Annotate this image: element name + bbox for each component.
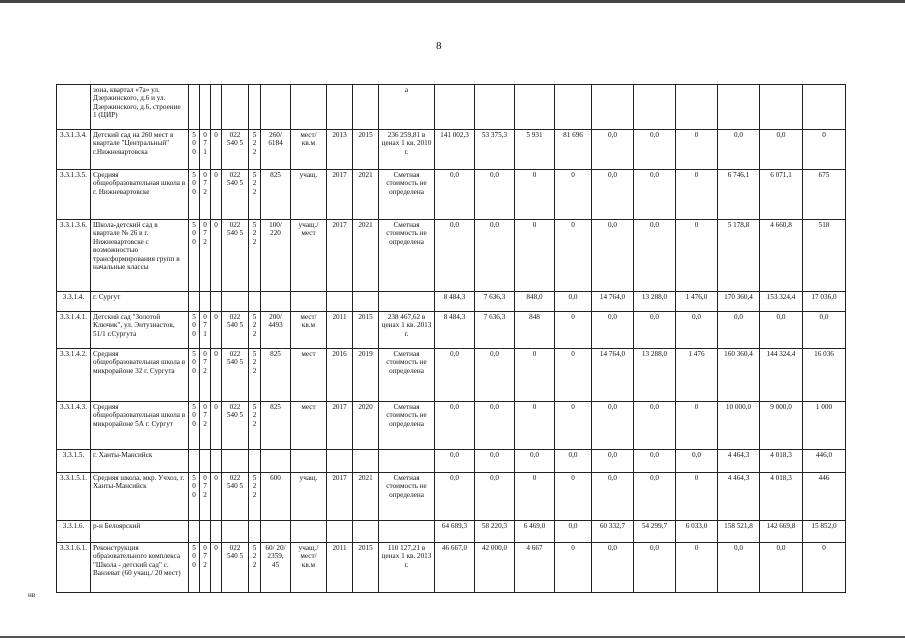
start-year-cell: 2011 (327, 312, 353, 349)
end-year-cell: 2021 (353, 220, 379, 292)
value-cell (760, 85, 803, 130)
value-cell: 0,0 (634, 473, 676, 521)
code-col-1-cell (189, 85, 200, 130)
value-cell: 13 288,0 (634, 292, 676, 312)
object-name-cell: р-н Белоярский (91, 521, 189, 543)
object-name-cell: Реконструкция образовательного комплекса "Школа - детский сад" с. Ванзеват (60 учащ./ 20 мест) (91, 543, 189, 593)
value-cell: 7 636,3 (475, 312, 515, 349)
code-col-5-cell: 5 2 2 (249, 349, 261, 402)
code-col-2-cell: 0 7 1 (200, 130, 211, 170)
end-year-cell: 2015 (353, 312, 379, 349)
value-cell: 675 (803, 170, 846, 220)
code-col-2-cell: 0 7 2 (200, 220, 211, 292)
object-name-cell: Детский сад на 260 мест в квартале "Центральный" г.Нижневартовска (91, 130, 189, 170)
code-col-5-cell (249, 450, 261, 473)
budget-code-cell: 022 540 5 (222, 312, 249, 349)
value-cell: 5 931 (515, 130, 555, 170)
code-col-5-cell (249, 85, 261, 130)
value-cell: 0 (555, 170, 592, 220)
value-cell: 0,0 (634, 402, 676, 450)
item-number-cell: 3.3.1.4.3. (57, 402, 91, 450)
value-cell (803, 85, 846, 130)
table-row (57, 130, 846, 170)
value-cell: 0 (803, 543, 846, 593)
table-row (57, 473, 846, 521)
start-year-cell (327, 85, 353, 130)
start-year-cell: 2013 (327, 130, 353, 170)
table-row (57, 349, 846, 402)
unit-cell (291, 521, 327, 543)
budget-code-cell (222, 292, 249, 312)
item-number-cell (57, 85, 91, 130)
estimated-cost-cell: Сметная стоимость не определена (379, 170, 435, 220)
unit-cell: мест (291, 402, 327, 450)
value-cell: 8 484,3 (435, 292, 475, 312)
footnote-mark: нв (28, 591, 36, 599)
code-col-2-cell: 0 7 2 (200, 473, 211, 521)
value-cell: 0,0 (634, 312, 676, 349)
value-cell: 0 (555, 473, 592, 521)
table-row (57, 170, 846, 220)
code-col-3-cell (211, 292, 222, 312)
value-cell: 0,0 (718, 312, 760, 349)
start-year-cell: 2011 (327, 543, 353, 593)
code-col-1-cell: 5 0 0 (189, 402, 200, 450)
value-cell: 0,0 (435, 220, 475, 292)
estimated-cost-cell (379, 450, 435, 473)
value-cell: 0,0 (803, 312, 846, 349)
value-cell: 0,0 (760, 130, 803, 170)
end-year-cell: 2020 (353, 402, 379, 450)
table-row (57, 402, 846, 450)
code-col-3-cell: 0 (211, 170, 222, 220)
code-col-2-cell: 0 7 2 (200, 349, 211, 402)
item-number-cell: 3.3.1.4.1. (57, 312, 91, 349)
end-year-cell (353, 450, 379, 473)
value-cell: 46 667,0 (435, 543, 475, 593)
value-cell: 0,0 (435, 349, 475, 402)
value-cell: 0,0 (555, 521, 592, 543)
unit-cell: учащ./ мест (291, 220, 327, 292)
start-year-cell: 2017 (327, 473, 353, 521)
code-col-2-cell: 0 7 2 (200, 170, 211, 220)
value-cell: 0,0 (475, 349, 515, 402)
unit-cell: учащ. (291, 473, 327, 521)
object-name-cell: Школа-детский сад в квартале № 26 в г. Нижневартовске с возможностью трансформирования групп в начальные классы (91, 220, 189, 292)
value-cell: 1 476 (676, 349, 718, 402)
value-cell: 54 299,7 (634, 521, 676, 543)
budget-code-cell (222, 450, 249, 473)
object-name-cell: г. Сургут (91, 292, 189, 312)
value-cell: 0,0 (676, 312, 718, 349)
value-cell (676, 85, 718, 130)
code-col-2-cell (200, 85, 211, 130)
estimated-cost-cell: 238 467,62 в ценах 1 кв. 2013 г. (379, 312, 435, 349)
value-cell: 0,0 (435, 473, 475, 521)
value-cell: 0 (676, 220, 718, 292)
value-cell: 6 071,1 (760, 170, 803, 220)
capacity-cell: 825 (261, 402, 291, 450)
value-cell (435, 85, 475, 130)
start-year-cell (327, 292, 353, 312)
value-cell: 160 360,4 (718, 349, 760, 402)
estimated-cost-cell: Сметная стоимость не определена (379, 402, 435, 450)
value-cell: 0,0 (592, 312, 634, 349)
value-cell: 0 (676, 402, 718, 450)
code-col-5-cell: 5 2 2 (249, 473, 261, 521)
start-year-cell (327, 521, 353, 543)
value-cell: 0 (676, 543, 718, 593)
budget-code-cell: 022 540 5 (222, 473, 249, 521)
value-cell: 518 (803, 220, 846, 292)
value-cell: 0,0 (592, 543, 634, 593)
code-col-1-cell: 5 0 0 (189, 349, 200, 402)
estimated-cost-cell: 236 259,81 в ценах 1 кв. 2010 г. (379, 130, 435, 170)
code-col-3-cell: 0 (211, 402, 222, 450)
value-cell: 0,0 (592, 473, 634, 521)
estimated-cost-cell: а (379, 85, 435, 130)
start-year-cell: 2016 (327, 349, 353, 402)
value-cell: 0,0 (592, 170, 634, 220)
code-col-2-cell (200, 521, 211, 543)
value-cell: 0 (555, 349, 592, 402)
value-cell: 848 (515, 312, 555, 349)
value-cell: 0 (515, 170, 555, 220)
value-cell: 4 464,3 (718, 450, 760, 473)
value-cell: 4 018,3 (760, 473, 803, 521)
value-cell: 60 332,7 (592, 521, 634, 543)
value-cell: 0 (515, 349, 555, 402)
capacity-cell: 825 (261, 349, 291, 402)
value-cell (718, 85, 760, 130)
value-cell: 153 324,4 (760, 292, 803, 312)
value-cell: 42 000,0 (475, 543, 515, 593)
code-col-1-cell: 5 0 0 (189, 170, 200, 220)
value-cell: 0,0 (634, 543, 676, 593)
budget-code-cell (222, 521, 249, 543)
capacity-cell (261, 85, 291, 130)
value-cell: 0 (515, 402, 555, 450)
budget-code-cell: 022 540 5 (222, 170, 249, 220)
code-col-2-cell: 0 7 2 (200, 402, 211, 450)
code-col-3-cell: 0 (211, 349, 222, 402)
page-number: 8 (436, 40, 442, 52)
value-cell: 0,0 (718, 543, 760, 593)
value-cell: 141 002,3 (435, 130, 475, 170)
value-cell: 446,0 (803, 450, 846, 473)
investment-table (56, 84, 846, 593)
table-row (57, 220, 846, 292)
value-cell (555, 85, 592, 130)
budget-code-cell: 022 540 5 (222, 402, 249, 450)
unit-cell (291, 85, 327, 130)
value-cell: 81 696 (555, 130, 592, 170)
start-year-cell: 2017 (327, 170, 353, 220)
code-col-1-cell: 5 0 0 (189, 543, 200, 593)
item-number-cell: 3.3.1.5.1. (57, 473, 91, 521)
value-cell: 10 000,0 (718, 402, 760, 450)
value-cell: 15 852,0 (803, 521, 846, 543)
value-cell: 142 669,8 (760, 521, 803, 543)
table-row (57, 543, 846, 593)
value-cell: 4 018,3 (760, 450, 803, 473)
code-col-1-cell (189, 292, 200, 312)
unit-cell: мест (291, 349, 327, 402)
start-year-cell: 2017 (327, 402, 353, 450)
value-cell (634, 85, 676, 130)
value-cell: 14 764,0 (592, 292, 634, 312)
value-cell: 7 636,3 (475, 292, 515, 312)
value-cell: 0,0 (718, 130, 760, 170)
code-col-5-cell (249, 521, 261, 543)
value-cell: 0 (676, 130, 718, 170)
value-cell: 4 660,8 (760, 220, 803, 292)
code-col-1-cell: 5 0 0 (189, 312, 200, 349)
value-cell: 4 464,3 (718, 473, 760, 521)
value-cell: 0,0 (555, 450, 592, 473)
value-cell (475, 85, 515, 130)
code-col-2-cell (200, 292, 211, 312)
value-cell: 0,0 (676, 450, 718, 473)
table-row (57, 312, 846, 349)
budget-code-cell (222, 85, 249, 130)
value-cell: 0 (515, 220, 555, 292)
object-name-cell: Средняя школа, мкр. Учхоз, г. Ханты-Мансийск (91, 473, 189, 521)
value-cell: 0,0 (475, 450, 515, 473)
code-col-1-cell: 5 0 0 (189, 130, 200, 170)
object-name-cell: г. Ханты-Мансийск (91, 450, 189, 473)
item-number-cell: 3.3.1.6.1. (57, 543, 91, 593)
value-cell: 0,0 (634, 220, 676, 292)
end-year-cell (353, 521, 379, 543)
value-cell: 170 360,4 (718, 292, 760, 312)
value-cell: 53 375,3 (475, 130, 515, 170)
end-year-cell: 2015 (353, 130, 379, 170)
capacity-cell: 600 (261, 473, 291, 521)
value-cell: 0,0 (515, 450, 555, 473)
value-cell: 0,0 (592, 402, 634, 450)
end-year-cell: 2015 (353, 543, 379, 593)
item-number-cell: 3.3.1.5. (57, 450, 91, 473)
top-border-line (0, 0, 905, 3)
code-col-3-cell: 0 (211, 130, 222, 170)
value-cell: 4 667 (515, 543, 555, 593)
value-cell: 0,0 (592, 450, 634, 473)
capacity-cell: 200/ 4493 (261, 312, 291, 349)
value-cell: 0 (555, 543, 592, 593)
value-cell: 0 (676, 170, 718, 220)
estimated-cost-cell: Сметная стоимость не определена (379, 473, 435, 521)
code-col-3-cell: 0 (211, 220, 222, 292)
value-cell: 8 484,3 (435, 312, 475, 349)
value-cell: 6 033,0 (676, 521, 718, 543)
code-col-3-cell (211, 85, 222, 130)
end-year-cell: 2021 (353, 473, 379, 521)
value-cell: 1 476,0 (676, 292, 718, 312)
code-col-1-cell (189, 521, 200, 543)
value-cell: 9 000,0 (760, 402, 803, 450)
value-cell: 64 689,3 (435, 521, 475, 543)
value-cell: 0,0 (634, 450, 676, 473)
start-year-cell (327, 450, 353, 473)
estimated-cost-cell: Сметная стоимость не определена (379, 349, 435, 402)
bottom-border-line (0, 636, 905, 638)
value-cell: 158 521,8 (718, 521, 760, 543)
estimated-cost-cell: 110 127,21 в ценах 1 кв. 2013 г. (379, 543, 435, 593)
value-cell: 0,0 (475, 402, 515, 450)
end-year-cell: 2019 (353, 349, 379, 402)
value-cell: 0,0 (475, 473, 515, 521)
capacity-cell: 825 (261, 170, 291, 220)
code-col-5-cell: 5 2 2 (249, 312, 261, 349)
item-number-cell: 3.3.1.4. (57, 292, 91, 312)
unit-cell: учащ./ мест/ кв.м (291, 543, 327, 593)
code-col-2-cell (200, 450, 211, 473)
estimated-cost-cell: Сметная стоимость не определена (379, 220, 435, 292)
table-row (57, 292, 846, 312)
code-col-3-cell: 0 (211, 312, 222, 349)
table-row (57, 450, 846, 473)
value-cell: 0 (555, 220, 592, 292)
value-cell: 0 (676, 473, 718, 521)
capacity-cell: 60/ 20/ 2359, 45 (261, 543, 291, 593)
value-cell: 0,0 (592, 130, 634, 170)
code-col-2-cell: 0 7 1 (200, 312, 211, 349)
object-name-cell: Средняя общеобразовательная школа в микрорайоне 5А г. Сургут (91, 402, 189, 450)
table-row (57, 521, 846, 543)
unit-cell: мест/ кв.м (291, 312, 327, 349)
value-cell: 0 (555, 312, 592, 349)
code-col-3-cell (211, 521, 222, 543)
value-cell: 58 220,3 (475, 521, 515, 543)
end-year-cell: 2021 (353, 170, 379, 220)
value-cell: 0,0 (760, 312, 803, 349)
unit-cell: учащ. (291, 170, 327, 220)
capacity-cell (261, 450, 291, 473)
code-col-2-cell: 0 7 2 (200, 543, 211, 593)
estimated-cost-cell (379, 292, 435, 312)
value-cell: 0,0 (555, 292, 592, 312)
value-cell: 16 036 (803, 349, 846, 402)
code-col-1-cell: 5 0 0 (189, 220, 200, 292)
budget-code-cell: 022 540 5 (222, 349, 249, 402)
object-name-cell: Средняя общеобразовательная школа в г. Нижневартовске (91, 170, 189, 220)
value-cell: 0 (555, 402, 592, 450)
capacity-cell (261, 292, 291, 312)
item-number-cell: 3.3.1.3.6. (57, 220, 91, 292)
unit-cell (291, 450, 327, 473)
item-number-cell: 3.3.1.3.5. (57, 170, 91, 220)
value-cell: 0 (803, 130, 846, 170)
value-cell: 0,0 (435, 450, 475, 473)
unit-cell (291, 292, 327, 312)
code-col-3-cell: 0 (211, 473, 222, 521)
budget-code-cell: 022 540 5 (222, 220, 249, 292)
table-row (57, 85, 846, 130)
value-cell: 0,0 (435, 402, 475, 450)
capacity-cell (261, 521, 291, 543)
code-col-5-cell: 5 2 2 (249, 220, 261, 292)
capacity-cell: 260/ 6184 (261, 130, 291, 170)
value-cell: 6 469,0 (515, 521, 555, 543)
code-col-5-cell: 5 2 2 (249, 402, 261, 450)
value-cell: 0,0 (475, 170, 515, 220)
value-cell (515, 85, 555, 130)
budget-code-cell: 022 540 5 (222, 130, 249, 170)
value-cell: 144 324,4 (760, 349, 803, 402)
value-cell: 0 (515, 473, 555, 521)
value-cell: 6 746,1 (718, 170, 760, 220)
code-col-5-cell: 5 2 2 (249, 130, 261, 170)
value-cell: 13 288,0 (634, 349, 676, 402)
value-cell: 446 (803, 473, 846, 521)
start-year-cell: 2017 (327, 220, 353, 292)
value-cell: 5 178,8 (718, 220, 760, 292)
end-year-cell (353, 292, 379, 312)
code-col-3-cell (211, 450, 222, 473)
estimated-cost-cell (379, 521, 435, 543)
value-cell: 0,0 (634, 170, 676, 220)
value-cell (592, 85, 634, 130)
end-year-cell (353, 85, 379, 130)
code-col-5-cell: 5 2 2 (249, 543, 261, 593)
item-number-cell: 3.3.1.6. (57, 521, 91, 543)
object-name-cell: Детский сад "Золотой Ключик", ул. Энтузиастов, 51/1 г.Сургута (91, 312, 189, 349)
object-name-cell: Средняя общеобразовательная школа в микрорайоне 32 г. Сургута (91, 349, 189, 402)
value-cell: 0,0 (435, 170, 475, 220)
unit-cell: мест/ кв.м (291, 130, 327, 170)
value-cell: 0,0 (634, 130, 676, 170)
code-col-1-cell: 5 0 0 (189, 473, 200, 521)
code-col-5-cell: 5 2 2 (249, 170, 261, 220)
item-number-cell: 3.3.1.4.2. (57, 349, 91, 402)
object-name-cell: зона, квартал «7а» ул. Дзержинского, д.6 и ул. Дзержинского, д.6, строение 1 (ЦИР) (91, 85, 189, 130)
value-cell: 0,0 (475, 220, 515, 292)
value-cell: 0,0 (592, 220, 634, 292)
code-col-3-cell: 0 (211, 543, 222, 593)
item-number-cell: 3.3.1.3.4. (57, 130, 91, 170)
code-col-5-cell (249, 292, 261, 312)
value-cell: 1 000 (803, 402, 846, 450)
capacity-cell: 100/ 220 (261, 220, 291, 292)
value-cell: 848,0 (515, 292, 555, 312)
value-cell: 14 764,0 (592, 349, 634, 402)
value-cell: 17 036,0 (803, 292, 846, 312)
value-cell: 0,0 (760, 543, 803, 593)
code-col-1-cell (189, 450, 200, 473)
budget-code-cell: 022 540 5 (222, 543, 249, 593)
